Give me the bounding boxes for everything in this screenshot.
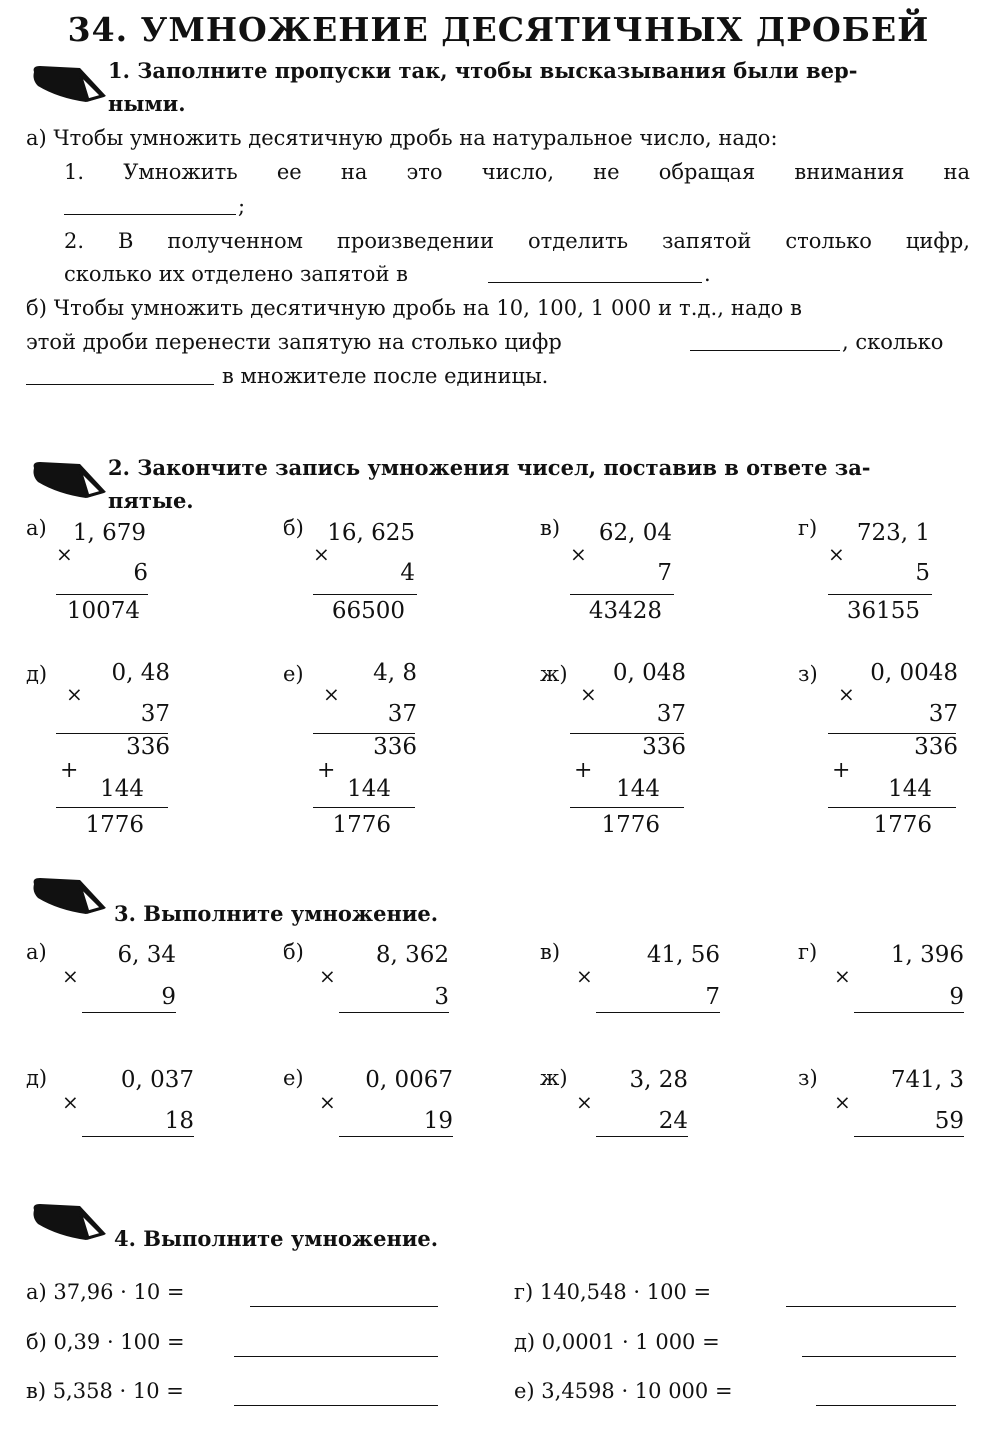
multiply-sign: ×: [828, 542, 845, 566]
task1-a2-period: .: [704, 262, 711, 286]
product-answer: 36155: [846, 598, 920, 624]
product-answer: 10074: [66, 598, 140, 624]
answer-area[interactable]: [82, 1016, 176, 1038]
multiplicand: 62, 04: [598, 520, 672, 546]
answer-area[interactable]: [339, 1016, 449, 1038]
product-line: [570, 594, 674, 595]
word: полученном: [167, 229, 303, 253]
task1-b-line1: б) Чтобы умножить десятичную дробь на 10, 100, 1 000 и т.д., надо в: [26, 296, 803, 320]
problem-label: г): [798, 516, 818, 540]
word: отделить: [528, 229, 629, 253]
task1-a1-semicolon: ;: [238, 194, 246, 218]
word: на: [340, 160, 368, 184]
problem-label: д): [26, 1066, 48, 1090]
task1-a2-blank[interactable]: [488, 264, 702, 283]
multiplicand: 0, 048: [612, 660, 686, 686]
multiplier: 19: [423, 1108, 453, 1134]
multiplier: 4: [400, 560, 415, 586]
task2-heading-line1: 2. Закончите запись умножения чисел, поставив в ответе за-: [108, 455, 871, 480]
answer-area[interactable]: [854, 1016, 964, 1038]
plus-sign: +: [60, 758, 79, 783]
problem-label: б): [283, 940, 304, 964]
product-line: [339, 1012, 449, 1013]
multiplicand: 0, 48: [111, 660, 170, 686]
product-answer: 43428: [588, 598, 662, 624]
pencil-icon: [28, 870, 108, 920]
task3-heading: 3. Выполните умножение.: [114, 901, 439, 926]
multiplier: 3: [434, 984, 449, 1010]
sum-line: [56, 807, 168, 808]
product-answer: 1776: [85, 812, 144, 838]
multiplier: 37: [928, 701, 958, 727]
equation: в) 5,358 · 10 =: [26, 1379, 184, 1403]
answer-blank[interactable]: [816, 1383, 956, 1406]
multiply-sign: ×: [323, 682, 340, 706]
partial-product: 144: [888, 776, 932, 802]
product-line: [596, 1136, 688, 1137]
task4-heading: 4. Выполните умножение.: [114, 1226, 439, 1251]
equation: е) 3,4598 · 10 000 =: [514, 1379, 733, 1403]
answer-blank[interactable]: [234, 1334, 438, 1357]
multiplier: 5: [915, 560, 930, 586]
multiply-sign: ×: [576, 964, 593, 988]
sum-line: [828, 807, 956, 808]
pencil-icon: [28, 58, 108, 108]
product-line: [56, 594, 148, 595]
multiply-sign: ×: [319, 1090, 336, 1114]
word: не: [593, 160, 620, 184]
product-answer: 1776: [601, 812, 660, 838]
product-line: [854, 1136, 964, 1137]
partial-product: 144: [100, 776, 144, 802]
problem-label: б): [283, 516, 304, 540]
multiplicand: 723, 1: [856, 520, 930, 546]
multiply-sign: ×: [576, 1090, 593, 1114]
multiply-sign: ×: [313, 542, 330, 566]
word: столько: [785, 229, 872, 253]
task1-b-blank1[interactable]: [690, 332, 840, 351]
task1-a1-blank[interactable]: [64, 196, 236, 215]
answer-blank[interactable]: [786, 1284, 956, 1307]
equation: г) 140,548 · 100 =: [514, 1280, 712, 1304]
problem-label: д): [26, 662, 48, 686]
word: цифр,: [905, 229, 970, 253]
problem-label: а): [26, 940, 47, 964]
problem-label: е): [283, 1066, 304, 1090]
product-line: [854, 1012, 964, 1013]
task1-a2-line2: сколько их отделено запятой в: [64, 262, 408, 286]
multiplicand: 1, 396: [890, 942, 964, 968]
problem-label: в): [540, 516, 561, 540]
task2-heading-line2: пятые.: [108, 488, 194, 513]
word: на: [943, 160, 970, 184]
partial-product: 336: [373, 734, 417, 760]
answer-blank[interactable]: [234, 1383, 438, 1406]
multiplicand: 741, 3: [890, 1067, 964, 1093]
sum-line: [570, 807, 684, 808]
multiplicand: 0, 0067: [365, 1067, 453, 1093]
answer-area[interactable]: [596, 1140, 688, 1162]
multiply-sign: ×: [319, 964, 336, 988]
multiplier: 7: [657, 560, 672, 586]
multiplier: 7: [705, 984, 720, 1010]
multiply-sign: ×: [66, 682, 83, 706]
multiplier: 9: [161, 984, 176, 1010]
partial-product: 336: [126, 734, 170, 760]
problem-label: з): [798, 1066, 818, 1090]
multiply-sign: ×: [62, 964, 79, 988]
plus-sign: +: [317, 758, 336, 783]
multiply-sign: ×: [56, 542, 73, 566]
multiplier: 37: [140, 701, 170, 727]
multiplicand: 8, 362: [375, 942, 449, 968]
multiplicand: 4, 8: [373, 660, 417, 686]
word: Умножить: [123, 160, 238, 184]
answer-area[interactable]: [339, 1140, 453, 1162]
multiplier: 6: [133, 560, 148, 586]
equation: а) 37,96 · 10 =: [26, 1280, 185, 1304]
word: 1.: [64, 160, 85, 184]
multiplicand: 0, 037: [120, 1067, 194, 1093]
product-line: [82, 1012, 176, 1013]
multiplier: 18: [164, 1108, 194, 1134]
partial-product: 144: [616, 776, 660, 802]
multiply-sign: ×: [570, 542, 587, 566]
problem-label: в): [540, 940, 561, 964]
multiply-sign: ×: [838, 682, 855, 706]
product-answer: 1776: [332, 812, 391, 838]
answer-blank[interactable]: [250, 1284, 438, 1307]
problem-label: з): [798, 662, 818, 686]
problem-label: е): [283, 662, 304, 686]
product-answer: 1776: [873, 812, 932, 838]
task1-b-blank2[interactable]: [26, 366, 214, 385]
multiplicand: 41, 56: [646, 942, 720, 968]
task1-a2-line1: [64, 229, 970, 253]
multiplier: 37: [656, 701, 686, 727]
product-line: [828, 594, 932, 595]
multiplicand: 0, 0048: [870, 660, 958, 686]
task1-a-intro: а) Чтобы умножить десятичную дробь на натуральное число, надо:: [26, 126, 778, 150]
answer-area[interactable]: [854, 1140, 964, 1162]
task1-heading-line1: 1. Заполните пропуски так, чтобы высказывания были вер-: [108, 58, 858, 83]
pencil-icon: [28, 454, 108, 504]
multiplier: 37: [387, 701, 417, 727]
multiply-sign: ×: [834, 964, 851, 988]
word: В: [117, 229, 134, 253]
multiplicand: 1, 679: [72, 520, 146, 546]
multiply-sign: ×: [62, 1090, 79, 1114]
product-line: [339, 1136, 453, 1137]
equation: б) 0,39 · 100 =: [26, 1330, 185, 1354]
plus-sign: +: [574, 758, 593, 783]
word: число,: [481, 160, 554, 184]
word: это: [406, 160, 443, 184]
page-title: 34. УМНОЖЕНИЕ ДЕСЯТИЧНЫХ ДРОБЕЙ: [67, 10, 930, 49]
word: внимания: [794, 160, 905, 184]
partial-product: 144: [347, 776, 391, 802]
task1-b-line3: в множителе после единицы.: [222, 364, 549, 388]
partial-product: 336: [642, 734, 686, 760]
answer-area[interactable]: [82, 1140, 194, 1162]
word: ее: [276, 160, 302, 184]
pencil-icon: [28, 1196, 108, 1246]
sum-line: [313, 807, 415, 808]
problem-label: ж): [540, 1066, 568, 1090]
multiplicand: 3, 28: [629, 1067, 688, 1093]
multiply-sign: ×: [834, 1090, 851, 1114]
multiplier: 9: [949, 984, 964, 1010]
equation: д) 0,0001 · 1 000 =: [514, 1330, 720, 1354]
word: запятой: [661, 229, 752, 253]
problem-label: а): [26, 516, 47, 540]
multiplicand: 6, 34: [117, 942, 176, 968]
multiply-sign: ×: [580, 682, 597, 706]
word: 2.: [64, 229, 85, 253]
task1-a1-line: [64, 160, 970, 184]
multiplier: 24: [658, 1108, 688, 1134]
multiplier: 59: [934, 1108, 964, 1134]
multiplicand: 16, 625: [327, 520, 415, 546]
answer-area[interactable]: [596, 1016, 720, 1038]
plus-sign: +: [832, 758, 851, 783]
answer-blank[interactable]: [802, 1334, 956, 1357]
product-answer: 66500: [331, 598, 405, 624]
product-line: [313, 594, 417, 595]
problem-label: г): [798, 940, 818, 964]
product-line: [596, 1012, 720, 1013]
task1-b-line2: этой дроби перенести запятую на столько цифр: [26, 330, 562, 354]
word: произведении: [336, 229, 495, 253]
problem-label: ж): [540, 662, 568, 686]
word: обращая: [658, 160, 756, 184]
task1-heading-line2: ными.: [108, 91, 186, 116]
partial-product: 336: [914, 734, 958, 760]
product-line: [82, 1136, 194, 1137]
task1-b-line2-tail: , сколько: [842, 330, 944, 354]
